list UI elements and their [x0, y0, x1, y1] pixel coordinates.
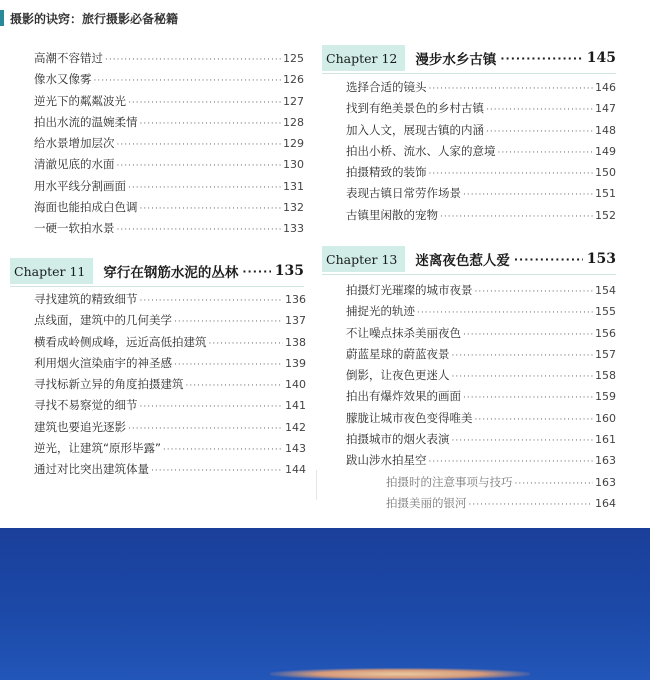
entry-title: 给水景增加层次 — [34, 136, 115, 151]
toc-list-chapter-13 — [346, 282, 616, 474]
page-number: 127 — [283, 94, 304, 108]
toc-entry[interactable] — [34, 135, 304, 156]
page-number: 158 — [595, 369, 616, 383]
toc-entry[interactable] — [34, 397, 306, 418]
page-number: 150 — [595, 166, 616, 180]
page-number: 146 — [595, 81, 616, 94]
dot-leader — [117, 161, 282, 171]
toc-entry[interactable] — [346, 185, 616, 206]
chapter-rule — [322, 274, 616, 275]
toc-entry[interactable] — [34, 355, 306, 376]
entry-title: 像水又像雾 — [34, 72, 92, 87]
entry-title: 跋山涉水拍星空 — [346, 453, 427, 468]
entry-title: 不让噪点抹杀美丽夜色 — [346, 325, 461, 340]
entry-title: 海面也能拍成白色调 — [34, 200, 138, 215]
dot-leader — [429, 84, 594, 94]
entry-title: 逆光下的粼粼波光 — [34, 93, 126, 108]
page-number: 163 — [595, 454, 616, 468]
dot-leader — [452, 351, 594, 361]
chapter-rule — [322, 73, 616, 74]
dot-leader — [515, 479, 594, 489]
dot-leader — [452, 372, 594, 382]
dot-leader — [475, 287, 594, 297]
dot-leader — [500, 52, 582, 65]
header-accent-bar — [0, 10, 4, 26]
page-number: 164 — [595, 497, 616, 511]
toc-entry[interactable] — [346, 346, 616, 367]
chapter-rule — [10, 286, 304, 287]
entry-title: 选择合适的镜头 — [346, 80, 427, 94]
page-number: 142 — [285, 420, 306, 434]
page-number: 141 — [285, 399, 306, 413]
entry-title: 拍出小桥、流水、人家的意境 — [346, 143, 496, 158]
dot-leader — [486, 105, 593, 115]
dot-leader — [498, 148, 594, 158]
dot-leader — [163, 445, 283, 455]
entry-title: 逆光，让建筑“原形毕露” — [34, 441, 161, 456]
entry-title: 古镇里闲散的宠物 — [346, 207, 438, 222]
entry-title: 高潮不容错过 — [34, 51, 103, 65]
dot-leader — [174, 360, 283, 370]
toc-list-chapter-12 — [346, 79, 616, 228]
entry-title: 表现古镇日常劳作场景 — [346, 186, 461, 201]
toc-entry[interactable] — [346, 325, 616, 346]
chapter-title: 漫步水乡古镇 — [415, 52, 497, 68]
toc-entry[interactable] — [34, 220, 304, 241]
dot-leader — [128, 98, 281, 108]
entry-title: 拍摄美丽的银河 — [386, 496, 467, 511]
dot-leader — [514, 253, 583, 266]
toc-entry[interactable] — [34, 50, 304, 71]
page-number: 132 — [283, 201, 304, 215]
page-number: 129 — [283, 137, 304, 151]
chapter-number: Chapter 11 — [10, 258, 93, 284]
dot-leader — [140, 204, 282, 214]
page-number: 149 — [595, 144, 616, 158]
toc-entry[interactable] — [346, 282, 616, 303]
page-number: 136 — [285, 293, 306, 306]
dot-leader — [469, 500, 594, 510]
chapter-title: 穿行在钢筋水泥的丛林 — [103, 265, 239, 281]
dot-leader — [429, 169, 594, 179]
chapter-number: Chapter 12 — [322, 45, 405, 71]
entry-title: 用水平线分割画面 — [34, 178, 126, 193]
dot-leader — [128, 424, 283, 434]
book-title: 摄影的诀窍：旅行摄影必备秘籍 — [10, 11, 179, 26]
toc-entry[interactable] — [34, 199, 304, 220]
entry-title: 拍出水流的温婉柔情 — [34, 114, 138, 129]
page-number: 133 — [283, 222, 304, 236]
entry-title: 蔚蓝星球的蔚蓝夜景 — [346, 346, 450, 361]
page-number: 154 — [595, 284, 616, 297]
toc-entry[interactable] — [34, 114, 304, 135]
page-number: 157 — [595, 347, 616, 361]
column-divider — [316, 470, 317, 500]
entry-title: 倒影，让夜色更迷人 — [346, 368, 450, 383]
entry-title: 拍出有爆炸效果的画面 — [346, 389, 461, 404]
dot-leader — [242, 265, 270, 278]
toc-entry[interactable] — [346, 452, 616, 473]
toc-subentry[interactable] — [346, 495, 616, 516]
chapter-page: 145 — [586, 50, 616, 66]
toc-list-chapter-11 — [34, 291, 306, 483]
page-number: 143 — [285, 442, 306, 456]
entry-title: 寻找标新立异的角度拍摄建筑 — [34, 377, 184, 392]
dot-leader — [94, 76, 282, 86]
dot-leader — [209, 339, 284, 349]
toc-entry[interactable] — [34, 440, 306, 461]
dot-leader — [140, 119, 282, 129]
chapter-page: 153 — [586, 251, 616, 267]
toc-entry[interactable] — [34, 71, 304, 92]
page-number: 147 — [595, 102, 616, 116]
entry-title: 拍摄精致的装饰 — [346, 165, 427, 180]
entry-title: 建筑也要追光逐影 — [34, 419, 126, 434]
dot-leader — [140, 296, 284, 306]
toc-entry[interactable] — [34, 156, 304, 177]
toc-entry[interactable] — [34, 419, 306, 440]
page-number: 126 — [283, 73, 304, 87]
page-number: 130 — [283, 158, 304, 172]
dot-leader — [475, 415, 594, 425]
page-number: 138 — [285, 335, 306, 349]
page-number: 144 — [285, 463, 306, 477]
toc-entry[interactable] — [346, 431, 616, 452]
page-number: 152 — [595, 208, 616, 222]
chapter-title: 迷离夜色惹人爱 — [415, 253, 510, 269]
chapter-page: 135 — [274, 263, 304, 279]
dot-leader — [105, 55, 281, 65]
page-number: 156 — [595, 326, 616, 340]
toc-entry[interactable] — [346, 122, 616, 143]
dot-leader — [452, 436, 594, 446]
entry-title: 一硬一软拍水景 — [34, 221, 115, 236]
entry-title: 利用烟火渲染庙宇的神圣感 — [34, 355, 172, 370]
dot-leader — [174, 317, 283, 327]
toc-entry[interactable] — [34, 178, 304, 199]
toc-entry[interactable] — [346, 207, 616, 228]
dot-leader — [117, 225, 282, 235]
dot-leader — [440, 212, 593, 222]
page-number: 131 — [283, 179, 304, 193]
toc-entry[interactable] — [34, 291, 306, 312]
page-number: 137 — [285, 314, 306, 328]
toc-entry[interactable] — [34, 334, 306, 355]
toc-sublist-chapter-13 — [346, 474, 616, 517]
dot-leader — [128, 183, 281, 193]
entry-title: 加入人文，展现古镇的内涵 — [346, 122, 484, 137]
toc-subentry[interactable] — [346, 474, 616, 495]
chapter-13-heading[interactable] — [322, 246, 616, 272]
page-number: 155 — [595, 305, 616, 319]
page-number: 161 — [595, 433, 616, 447]
page-number: 159 — [595, 390, 616, 404]
entry-title: 拍摄时的注意事项与技巧 — [386, 475, 513, 489]
dot-leader — [117, 140, 282, 150]
dot-leader — [463, 330, 593, 340]
sunset-clouds — [270, 668, 530, 680]
toc-entry[interactable] — [34, 312, 306, 333]
toc-entry[interactable] — [346, 410, 616, 431]
entry-title: 寻找建筑的精致细节 — [34, 292, 138, 306]
page-number: 151 — [595, 187, 616, 201]
toc-entry[interactable] — [346, 100, 616, 121]
dot-leader — [486, 127, 593, 137]
page-number: 148 — [595, 123, 616, 137]
toc-entry[interactable] — [34, 93, 304, 114]
entry-title: 拍摄城市的烟火表演 — [346, 432, 450, 447]
page-number: 125 — [283, 52, 304, 65]
page-number: 128 — [283, 115, 304, 129]
toc-list-water — [34, 50, 304, 242]
page-number: 163 — [595, 476, 616, 489]
entry-title: 通过对比突出建筑体量 — [34, 462, 149, 477]
dot-leader — [429, 457, 594, 467]
entry-title: 捕捉光的轨迹 — [346, 304, 415, 319]
dot-leader — [417, 308, 593, 318]
running-header — [0, 8, 178, 28]
entry-title: 拍摄灯光璀璨的城市夜景 — [346, 283, 473, 297]
cover-photo-sky — [0, 528, 650, 680]
page-number: 160 — [595, 411, 616, 425]
entry-title: 横看成岭侧成峰，远近高低拍建筑 — [34, 334, 207, 349]
toc-entry[interactable] — [346, 79, 616, 100]
toc-entry[interactable] — [34, 461, 306, 482]
chapter-12-heading[interactable] — [322, 45, 616, 71]
entry-title: 寻找不易察觉的细节 — [34, 398, 138, 413]
chapter-11-heading[interactable] — [10, 258, 304, 284]
toc-entry[interactable] — [346, 303, 616, 324]
entry-title: 点线面，建筑中的几何美学 — [34, 313, 172, 328]
page-number: 140 — [285, 378, 306, 392]
toc-entry[interactable] — [346, 388, 616, 409]
dot-leader — [463, 393, 593, 403]
toc-entry[interactable] — [34, 376, 306, 397]
toc-entry[interactable] — [346, 164, 616, 185]
page-number: 139 — [285, 356, 306, 370]
dot-leader — [463, 190, 593, 200]
dot-leader — [140, 402, 284, 412]
entry-title: 朦胧让城市夜色变得唯美 — [346, 410, 473, 425]
entry-title: 清澈见底的水面 — [34, 157, 115, 172]
toc-entry[interactable] — [346, 367, 616, 388]
dot-leader — [151, 466, 283, 476]
chapter-number: Chapter 13 — [322, 246, 405, 272]
toc-entry[interactable] — [346, 143, 616, 164]
dot-leader — [186, 381, 284, 391]
entry-title: 找到有绝美景色的乡村古镇 — [346, 101, 484, 116]
